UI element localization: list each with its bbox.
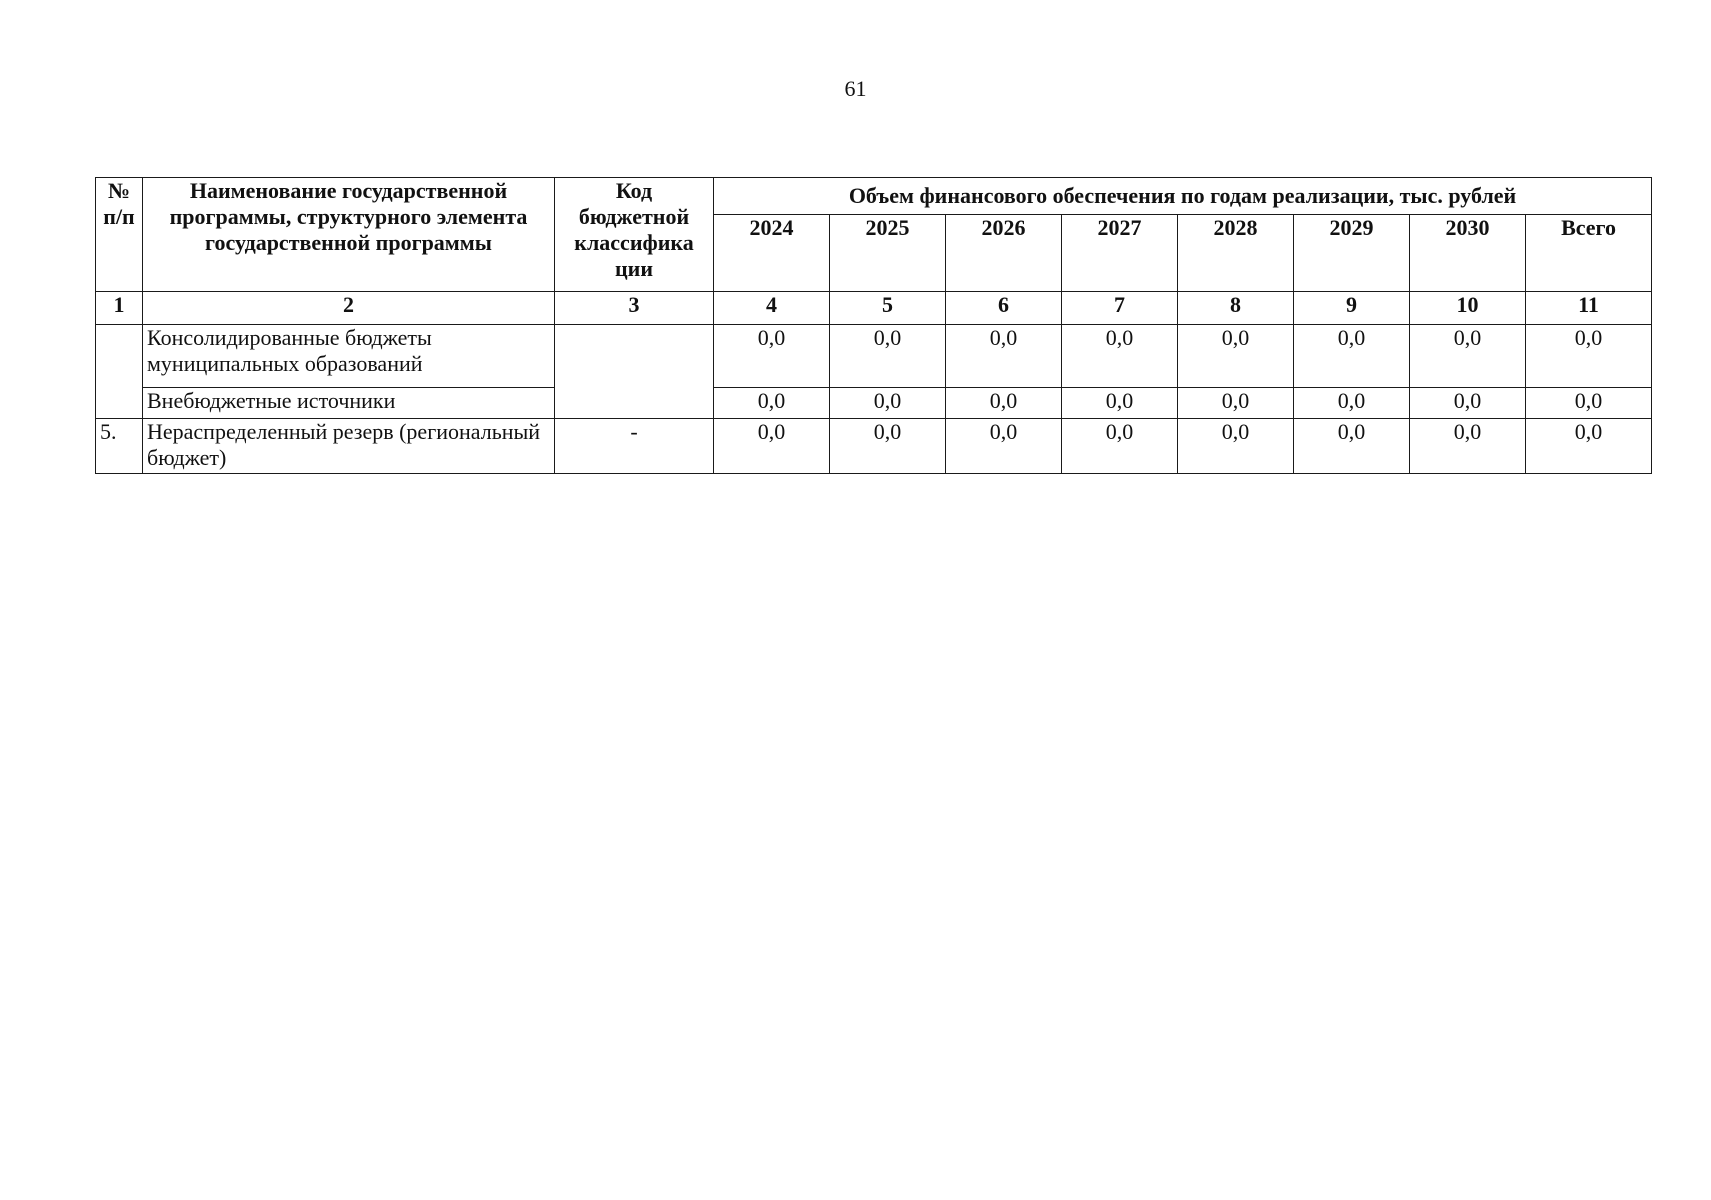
column-number: 11 xyxy=(1526,292,1652,325)
row-code-cell xyxy=(555,325,714,419)
value-cell: 0,0 xyxy=(1062,419,1178,474)
value-cell: 0,0 xyxy=(1294,388,1410,419)
header-year: 2024 xyxy=(714,215,830,292)
value-cell: 0,0 xyxy=(946,325,1062,388)
value-cell: 0,0 xyxy=(1294,325,1410,388)
value-cell: 0,0 xyxy=(830,388,946,419)
header-index: № п/п xyxy=(96,178,143,292)
header-total: Всего xyxy=(1526,215,1652,292)
row-name-cell: Консолидированные бюджеты муниципальных образований xyxy=(143,325,555,388)
column-number: 8 xyxy=(1178,292,1294,325)
column-number: 9 xyxy=(1294,292,1410,325)
value-cell: 0,0 xyxy=(830,419,946,474)
header-code: Код бюджетной классифика ции xyxy=(555,178,714,292)
column-number: 3 xyxy=(555,292,714,325)
header-year: 2028 xyxy=(1178,215,1294,292)
value-cell: 0,0 xyxy=(830,325,946,388)
value-cell: 0,0 xyxy=(714,325,830,388)
table-row xyxy=(96,419,1652,474)
page-number: 61 xyxy=(844,76,867,101)
value-cell: 0,0 xyxy=(1526,325,1652,388)
row-index-cell xyxy=(96,325,143,419)
column-number: 4 xyxy=(714,292,830,325)
value-cell: 0,0 xyxy=(946,388,1062,419)
value-cell: 0,0 xyxy=(714,388,830,419)
value-cell: 0,0 xyxy=(1410,388,1526,419)
column-number: 7 xyxy=(1062,292,1178,325)
value-cell: 0,0 xyxy=(1294,419,1410,474)
value-cell: 0,0 xyxy=(1062,325,1178,388)
value-cell: 0,0 xyxy=(1526,419,1652,474)
value-cell: 0,0 xyxy=(1178,419,1294,474)
row-name-cell: Нераспределенный резерв (региональный бюджет) xyxy=(143,419,555,474)
value-cell: 0,0 xyxy=(946,419,1062,474)
header-volume: Объем финансового обеспечения по годам реализации, тыс. рублей xyxy=(714,178,1652,215)
column-number: 10 xyxy=(1410,292,1526,325)
column-number: 2 xyxy=(143,292,555,325)
column-number: 1 xyxy=(96,292,143,325)
row-index-cell: 5. xyxy=(96,419,143,474)
value-cell: 0,0 xyxy=(1410,419,1526,474)
value-cell: 0,0 xyxy=(714,419,830,474)
header-year: 2025 xyxy=(830,215,946,292)
table-row xyxy=(96,325,1652,388)
table-row xyxy=(96,388,1652,419)
column-number: 6 xyxy=(946,292,1062,325)
row-name-cell: Внебюджетные источники xyxy=(143,388,555,419)
row-code-cell: - xyxy=(555,419,714,474)
column-number: 5 xyxy=(830,292,946,325)
header-year: 2027 xyxy=(1062,215,1178,292)
value-cell: 0,0 xyxy=(1526,388,1652,419)
value-cell: 0,0 xyxy=(1062,388,1178,419)
financing-table xyxy=(95,177,1652,474)
header-year: 2026 xyxy=(946,215,1062,292)
header-year: 2030 xyxy=(1410,215,1526,292)
value-cell: 0,0 xyxy=(1410,325,1526,388)
value-cell: 0,0 xyxy=(1178,388,1294,419)
header-year: 2029 xyxy=(1294,215,1410,292)
value-cell: 0,0 xyxy=(1178,325,1294,388)
header-name: Наименование государственной программы, структурного элемента государственной программы xyxy=(143,178,555,292)
